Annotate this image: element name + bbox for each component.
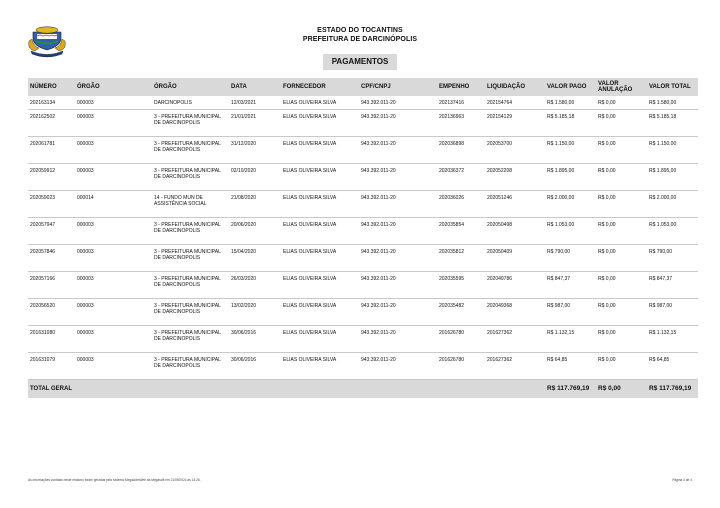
valor-pago-cell: R$ 987,00 [545,298,596,325]
empenho-cell: 202036372 [437,163,485,190]
fornecedor-cell: ELIAS OLIVEIRA SILVA [281,352,359,379]
total-empty-cell [229,379,281,398]
valor-pago-cell: R$ 64,85 [545,352,596,379]
valor-anulacao-cell: R$ 0,00 [596,96,647,109]
numero-cell: 202059912 [28,163,75,190]
cpf-cnpj-cell: 943.392.011-20 [359,352,437,379]
fornecedor-cell: ELIAS OLIVEIRA SILVA [281,136,359,163]
liquidacao-cell: 202051246 [485,190,545,217]
valor-total-cell: R$ 1.053,00 [647,217,698,244]
fornecedor-cell: ELIAS OLIVEIRA SILVA [281,298,359,325]
data-cell: 26/03/2020 [229,271,281,298]
orgao-name-cell: 3 - PREFEITURA MUNICIPAL DE DARCINOPOLIS [152,217,229,244]
valor-total-cell: R$ 847,37 [647,271,698,298]
valor-anulacao-cell: R$ 0,00 [596,217,647,244]
valor-total-cell: R$ 987,00 [647,298,698,325]
table-row [28,298,698,325]
col-header-orgao-name: ÓRGÃO [152,78,229,96]
col-header-valor-total: VALOR TOTAL [647,78,698,96]
valor-total-cell: R$ 1.895,00 [647,163,698,190]
data-cell: 21/01/2021 [229,109,281,136]
liquidacao-cell: 202049368 [485,298,545,325]
orgao-code-cell: 000003 [75,217,152,244]
data-cell: 13/02/2020 [229,298,281,325]
total-empty-cell [152,379,229,398]
orgao-code-cell: 000003 [75,271,152,298]
orgao-name-cell: 3 - PREFEITURA MUNICIPAL DE DARCINOPOLIS [152,163,229,190]
valor-total-cell: R$ 1.150,00 [647,136,698,163]
valor-anulacao-cell: R$ 0,00 [596,136,647,163]
valor-pago-cell: R$ 847,37 [545,271,596,298]
cpf-cnpj-cell: 943.392.011-20 [359,298,437,325]
numero-cell: 202057947 [28,217,75,244]
empenho-cell: 202035854 [437,217,485,244]
valor-pago-cell: R$ 1.895,00 [545,163,596,190]
valor-pago-cell: R$ 790,00 [545,244,596,271]
data-cell: 15/04/2020 [229,244,281,271]
orgao-name-cell: 3 - PREFEITURA MUNICIPAL DE DARCINOPOLIS [152,352,229,379]
valor-pago-cell: R$ 1.053,00 [545,217,596,244]
page-number: Página 4 de 4 [672,478,692,482]
valor-pago-cell: R$ 1.580,00 [545,96,596,109]
liquidacao-cell: 202154129 [485,109,545,136]
orgao-name-cell: 3 - PREFEITURA MUNICIPAL DE DARCINOPOLIS [152,271,229,298]
data-cell: 20/06/2020 [229,217,281,244]
valor-anulacao-cell: R$ 0,00 [596,298,647,325]
numero-cell: 202057166 [28,271,75,298]
valor-total-cell: R$ 1.580,00 [647,96,698,109]
liquidacao-cell: 201627362 [485,352,545,379]
liquidacao-cell: 202049786 [485,271,545,298]
orgao-name-cell: 14 - FUNDO MUN DE ASSISTÊNCIA SOCIAL [152,190,229,217]
valor-total-cell: R$ 64,85 [647,352,698,379]
cpf-cnpj-cell: 943.392.011-20 [359,136,437,163]
orgao-code-cell: 000003 [75,96,152,109]
table-row [28,109,698,136]
section-title: PAGAMENTOS [323,54,397,70]
cpf-cnpj-cell: 943.392.011-20 [359,96,437,109]
fornecedor-cell: ELIAS OLIVEIRA SILVA [281,190,359,217]
valor-pago-cell: R$ 1.132,15 [545,325,596,352]
table-row [28,271,698,298]
col-header-orgao-code: ÓRGÃO [75,78,152,96]
empenho-cell: 202036898 [437,136,485,163]
numero-cell: 202057846 [28,244,75,271]
orgao-code-cell: 000003 [75,244,152,271]
valor-anulacao-cell: R$ 0,00 [596,271,647,298]
cpf-cnpj-cell: 943.392.011-20 [359,244,437,271]
total-empty-cell [437,379,485,398]
liquidacao-cell: 202050498 [485,217,545,244]
document-header [0,26,720,44]
valor-total-cell: R$ 1.132,15 [647,325,698,352]
table-row [28,217,698,244]
liquidacao-cell: 202052208 [485,163,545,190]
empenho-cell: 202035482 [437,298,485,325]
total-empty-cell [485,379,545,398]
total-valor-anulacao: R$ 0,00 [596,379,647,398]
numero-cell: 202059023 [28,190,75,217]
empenho-cell: 201626780 [437,325,485,352]
empenho-cell: 202136963 [437,109,485,136]
col-header-valor-pago: VALOR PAGO [545,78,596,96]
fornecedor-cell: ELIAS OLIVEIRA SILVA [281,163,359,190]
numero-cell: 202162502 [28,109,75,136]
col-header-numero: NÚMERO [28,78,75,96]
empenho-cell: 201626780 [437,352,485,379]
valor-total-cell: R$ 790,00 [647,244,698,271]
col-header-cpf-cnpj: CPF/CNPJ [359,78,437,96]
table-row [28,96,698,109]
orgao-code-cell: 000003 [75,325,152,352]
col-header-liquidacao: LIQUIDAÇÃO [485,78,545,96]
cpf-cnpj-cell: 943.392.011-20 [359,325,437,352]
municipality-name: PREFEITURA DE DARCINÓPOLIS [302,36,418,43]
valor-anulacao-cell: R$ 0,00 [596,190,647,217]
total-valor-total: R$ 117.769,19 [647,379,698,398]
fornecedor-cell: ELIAS OLIVEIRA SILVA [281,271,359,298]
orgao-name-cell: 3 - PREFEITURA MUNICIPAL DE DARCINOPOLIS [152,298,229,325]
data-cell: 12/03/2021 [229,96,281,109]
orgao-name-cell: 3 - PREFEITURA MUNICIPAL DE DARCINOPOLIS [152,244,229,271]
data-cell: 30/06/2016 [229,325,281,352]
empenho-cell: 202035595 [437,271,485,298]
valor-anulacao-cell: R$ 0,00 [596,325,647,352]
cpf-cnpj-cell: 943.392.011-20 [359,190,437,217]
orgao-code-cell: 000003 [75,163,152,190]
cpf-cnpj-cell: 943.392.011-20 [359,217,437,244]
fornecedor-cell: ELIAS OLIVEIRA SILVA [281,109,359,136]
numero-cell: 202061781 [28,136,75,163]
data-cell: 30/06/2016 [229,352,281,379]
valor-pago-cell: R$ 2.000,00 [545,190,596,217]
table-row [28,190,698,217]
col-header-empenho: EMPENHO [437,78,485,96]
empenho-cell: 202137416 [437,96,485,109]
fornecedor-cell: ELIAS OLIVEIRA SILVA [281,244,359,271]
table-body [28,96,698,379]
valor-total-cell: R$ 2.000,00 [647,190,698,217]
data-cell: 02/10/2020 [229,163,281,190]
footer-note: As informações contidas neste relatório foram geradas pelo sistema MegaAdmWeb da Megasoft em 21/09/2024 às 14:26. [28,478,201,482]
orgao-name-cell: 3 - PREFEITURA MUNICIPAL DE DARCINOPOLIS [152,325,229,352]
valor-anulacao-cell: R$ 0,00 [596,163,647,190]
orgao-name-cell: 3 - PREFEITURA MUNICIPAL DE DARCINOPOLIS [152,136,229,163]
total-empty-cell [281,379,359,398]
orgao-name-cell: 3 - PREFEITURA MUNICIPAL DE DARCINOPOLIS [152,109,229,136]
empenho-cell: 202036026 [437,190,485,217]
col-header-fornecedor: FORNECEDOR [281,78,359,96]
total-valor-pago: R$ 117.769,19 [545,379,596,398]
fornecedor-cell: ELIAS OLIVEIRA SILVA [281,325,359,352]
total-empty-cell [75,379,152,398]
orgao-code-cell: 000003 [75,298,152,325]
table-row [28,325,698,352]
numero-cell: 202163134 [28,96,75,109]
valor-pago-cell: R$ 5.185,18 [545,109,596,136]
orgao-code-cell: 000003 [75,109,152,136]
col-header-valor-anulacao: VALOR ANULAÇÃO [596,78,647,96]
table-row [28,163,698,190]
valor-anulacao-cell: R$ 0,00 [596,352,647,379]
numero-cell: 201631080 [28,325,75,352]
orgao-code-cell: 000014 [75,190,152,217]
table-row [28,244,698,271]
col-header-data: DATA [229,78,281,96]
table-row [28,136,698,163]
empenho-cell: 202035812 [437,244,485,271]
valor-pago-cell: R$ 1.150,00 [545,136,596,163]
valor-anulacao-cell: R$ 0,00 [596,244,647,271]
liquidacao-cell: 201627362 [485,325,545,352]
orgao-code-cell: 000003 [75,136,152,163]
valor-total-cell: R$ 5.185,18 [647,109,698,136]
total-row [28,379,698,398]
fornecedor-cell: ELIAS OLIVEIRA SILVA [281,217,359,244]
data-cell: 31/12/2020 [229,136,281,163]
numero-cell: 201631079 [28,352,75,379]
table-header-row [28,78,698,96]
liquidacao-cell: 202053700 [485,136,545,163]
liquidacao-cell: 202050409 [485,244,545,271]
total-label: TOTAL GERAL [28,379,75,398]
table-row [28,352,698,379]
data-cell: 21/08/2020 [229,190,281,217]
liquidacao-cell: 202154764 [485,96,545,109]
cpf-cnpj-cell: 943.392.011-20 [359,271,437,298]
orgao-code-cell: 000003 [75,352,152,379]
valor-anulacao-cell: R$ 0,00 [596,109,647,136]
cpf-cnpj-cell: 943.392.011-20 [359,109,437,136]
payments-table [28,78,698,398]
numero-cell: 202056520 [28,298,75,325]
state-name: ESTADO DO TOCANTINS [317,27,403,34]
fornecedor-cell: ELIAS OLIVEIRA SILVA [281,96,359,109]
cpf-cnpj-cell: 943.392.011-20 [359,163,437,190]
total-empty-cell [359,379,437,398]
orgao-name-cell: DARCINOPOLIS [152,96,229,109]
